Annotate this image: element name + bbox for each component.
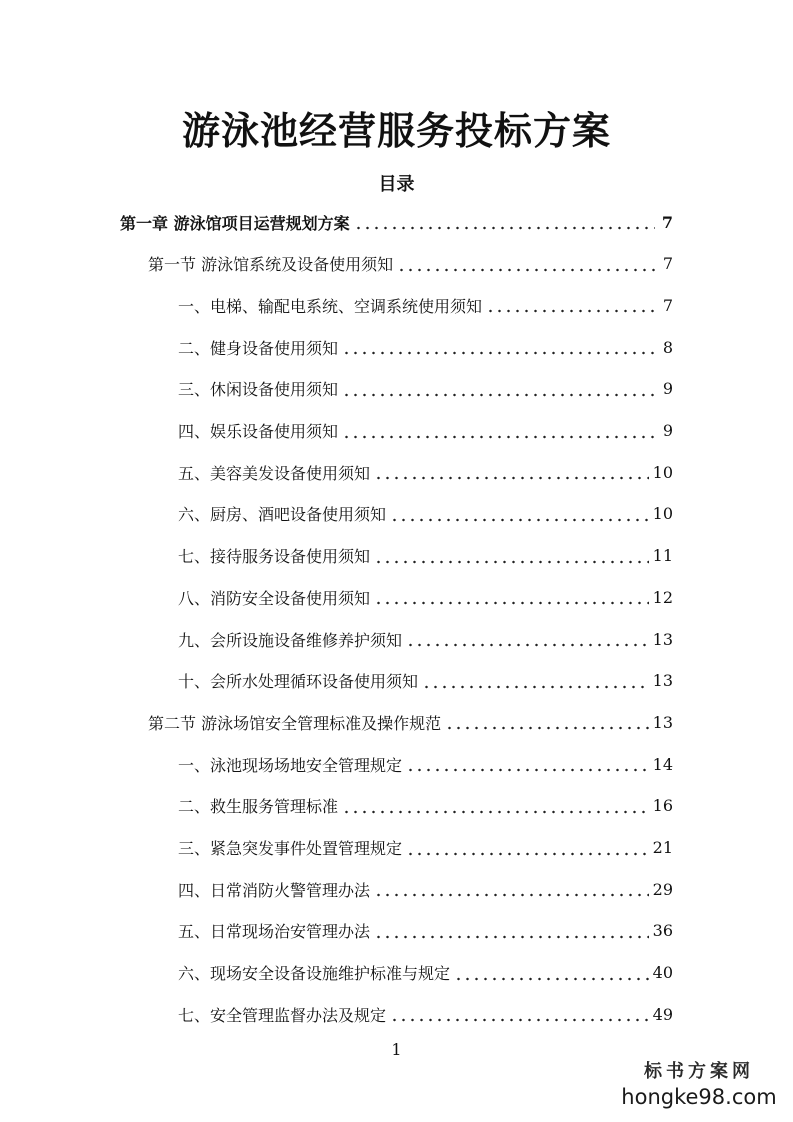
toc-entry-page: 40 — [652, 963, 673, 983]
toc-entry-page: 9 — [662, 379, 673, 399]
toc-entry-title: 第二节 游泳场馆安全管理标准及操作规范 — [148, 713, 442, 733]
toc-entry-title: 四、日常消防火警管理办法 — [178, 880, 371, 900]
toc-entry-title: 七、安全管理监督办法及规定 — [178, 1005, 387, 1025]
toc-dot-leader — [422, 673, 649, 689]
toc-entry-page: 29 — [652, 879, 673, 899]
toc-dot-leader — [354, 214, 655, 230]
toc-entry[interactable] — [178, 869, 673, 909]
toc-dot-leader — [454, 965, 649, 981]
toc-entry[interactable] — [178, 994, 673, 1034]
toc-entry-page: 11 — [652, 546, 673, 566]
toc-heading: 目录 — [378, 174, 415, 195]
toc-entry[interactable] — [178, 577, 673, 617]
page-number: 1 — [391, 1040, 402, 1059]
toc-entry-title: 一、泳池现场场地安全管理规定 — [178, 755, 403, 775]
toc-entry-page: 8 — [662, 337, 673, 357]
toc-dot-leader — [406, 840, 649, 856]
toc-entry-title: 第一节 游泳馆系统及设备使用须知 — [148, 255, 394, 275]
toc-entry-title: 第一章 游泳馆项目运营规划方案 — [120, 213, 350, 233]
toc-entry-title: 二、救生服务管理标准 — [178, 797, 339, 817]
toc-entry-page: 16 — [652, 796, 673, 816]
toc-entry-page: 9 — [662, 421, 673, 440]
toc-entry-page: 36 — [652, 921, 673, 941]
toc-dot-leader — [486, 297, 655, 313]
toc-dot-leader — [342, 798, 649, 814]
toc-entry-title: 七、接待服务设备使用须知 — [178, 547, 371, 567]
toc-entry[interactable] — [178, 911, 673, 951]
toc-dot-leader — [374, 548, 649, 564]
toc-entry-title: 五、日常现场治安管理办法 — [178, 922, 371, 942]
toc-entry[interactable] — [178, 536, 673, 576]
toc-dot-leader — [342, 423, 655, 439]
toc-dot-leader — [406, 756, 649, 772]
toc-entry-title: 二、健身设备使用须知 — [178, 338, 339, 358]
toc-entry-page: 21 — [652, 838, 673, 857]
toc-entry-title: 十、会所水处理循环设备使用须知 — [178, 672, 419, 692]
watermark-line-2: hongke98.com — [621, 1085, 777, 1109]
toc-entry[interactable] — [178, 411, 673, 451]
toc-entry[interactable] — [178, 494, 673, 534]
toc-entry-page: 7 — [662, 254, 673, 274]
toc-dot-leader — [374, 923, 649, 939]
toc-entry[interactable] — [178, 661, 673, 701]
toc-dot-leader — [374, 881, 649, 897]
toc-dot-leader — [342, 339, 655, 355]
toc-entry[interactable] — [178, 452, 673, 492]
toc-dot-leader — [390, 1006, 649, 1022]
toc-entry[interactable] — [178, 744, 673, 784]
toc-dot-leader — [374, 589, 649, 605]
toc-entry[interactable] — [178, 828, 673, 868]
toc-entry[interactable] — [178, 369, 673, 409]
toc-entry[interactable] — [148, 244, 673, 284]
toc-entry-title: 九、会所设施设备维修养护须知 — [178, 630, 403, 650]
toc-entry-page: 10 — [652, 462, 673, 482]
toc-entry-page: 13 — [652, 629, 673, 649]
toc-dot-leader — [390, 506, 649, 522]
document-title: 游泳池经营服务投标方案 — [181, 108, 611, 153]
toc-entry-page: 10 — [652, 504, 673, 524]
toc-entry-page: 7 — [662, 295, 673, 315]
toc-entry-title: 一、电梯、输配电系统、空调系统使用须知 — [178, 296, 483, 316]
toc-dot-leader — [342, 381, 655, 397]
toc-dot-leader — [445, 714, 649, 730]
toc-entry-page: 14 — [652, 754, 673, 774]
toc-dot-leader — [397, 256, 655, 272]
toc-entry[interactable] — [178, 619, 673, 659]
toc-entry-title: 四、娱乐设备使用须知 — [178, 422, 339, 441]
toc-entry[interactable] — [148, 702, 673, 742]
toc-entry[interactable] — [178, 953, 673, 993]
toc-entry-title: 三、休闲设备使用须知 — [178, 380, 339, 400]
toc-entry-page: 49 — [652, 1004, 673, 1024]
toc-entry-title: 六、厨房、酒吧设备使用须知 — [178, 505, 387, 525]
toc-entry[interactable] — [178, 327, 673, 367]
watermark-line-1: 标书方案网 — [644, 1061, 754, 1082]
toc-entry-title: 五、美容美发设备使用须知 — [178, 463, 371, 483]
toc-entry[interactable] — [178, 786, 673, 826]
toc-entry-title: 六、现场安全设备设施维护标准与规定 — [178, 964, 451, 984]
toc-entry-page: 13 — [652, 712, 673, 732]
toc-entry[interactable] — [120, 202, 673, 242]
toc-dot-leader — [406, 631, 649, 647]
toc-dot-leader — [374, 464, 649, 480]
toc-entry-title: 三、紧急突发事件处置管理规定 — [178, 839, 403, 858]
watermark-logo — [619, 1060, 779, 1110]
toc-entry-page: 12 — [652, 587, 673, 607]
toc-entry-page: 13 — [652, 671, 673, 691]
toc-entry[interactable] — [178, 285, 673, 325]
toc-entry-title: 八、消防安全设备使用须知 — [178, 588, 371, 608]
toc-entry-page: 7 — [661, 212, 673, 232]
